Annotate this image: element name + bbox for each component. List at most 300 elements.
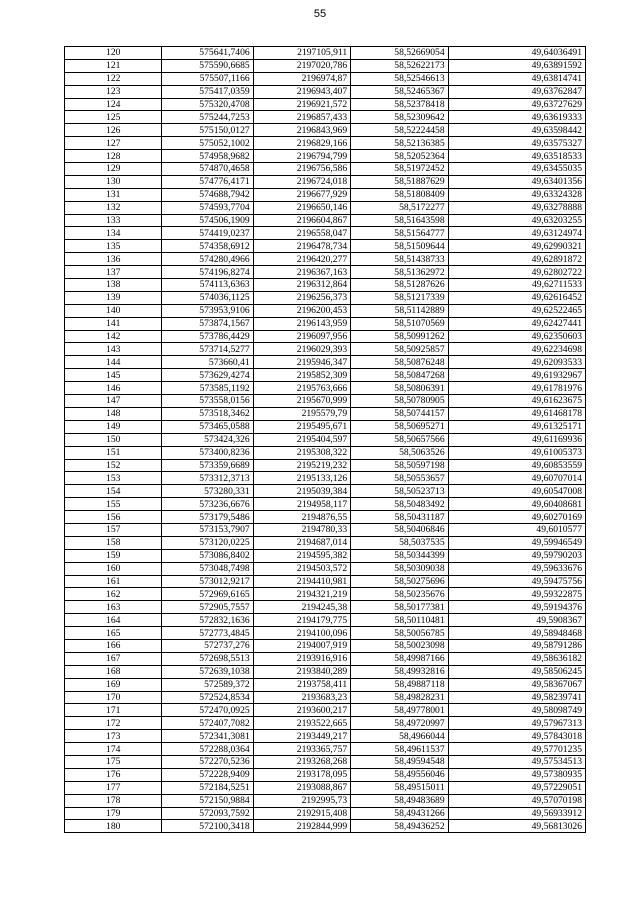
y-coordinate-cell: 2195670,999 (253, 395, 350, 408)
longitude-cell: 49,62990321 (448, 240, 585, 253)
latitude-cell: 58,51972452 (351, 163, 448, 176)
y-coordinate-cell: 2193758,411 (253, 678, 350, 691)
x-coordinate-cell: 575244,7253 (162, 111, 253, 124)
y-coordinate-cell: 2196143,959 (253, 317, 350, 330)
longitude-cell: 49,62427441 (448, 317, 585, 330)
latitude-cell: 58,50744157 (351, 407, 448, 420)
x-coordinate-cell: 573179,5486 (162, 511, 253, 524)
x-coordinate-cell: 574593,7704 (162, 201, 253, 214)
x-coordinate-cell: 575507,1166 (162, 72, 253, 85)
x-coordinate-cell: 573048,7498 (162, 562, 253, 575)
latitude-cell: 58,50406846 (351, 523, 448, 536)
table-row (65, 781, 586, 794)
point-number-cell: 167 (65, 652, 162, 665)
point-number-cell: 146 (65, 382, 162, 395)
latitude-cell: 58,51509644 (351, 240, 448, 253)
latitude-cell: 58,50523713 (351, 485, 448, 498)
point-number-cell: 148 (65, 407, 162, 420)
x-coordinate-cell: 573786,4429 (162, 330, 253, 343)
x-coordinate-cell: 572969,6165 (162, 588, 253, 601)
x-coordinate-cell: 572093,7592 (162, 807, 253, 820)
table-row (65, 601, 586, 614)
point-number-cell: 127 (65, 137, 162, 150)
point-number-cell: 169 (65, 678, 162, 691)
point-number-cell: 141 (65, 317, 162, 330)
x-coordinate-cell: 573120,0225 (162, 536, 253, 549)
x-coordinate-cell: 574196,8274 (162, 266, 253, 279)
latitude-cell: 58,5172277 (351, 201, 448, 214)
y-coordinate-cell: 2193600,217 (253, 704, 350, 717)
table-row (65, 279, 586, 292)
longitude-cell: 49,62616452 (448, 291, 585, 304)
latitude-cell: 58,50695271 (351, 420, 448, 433)
table-row (65, 304, 586, 317)
point-number-cell: 172 (65, 717, 162, 730)
y-coordinate-cell: 2196312,864 (253, 279, 350, 292)
longitude-cell: 49,60547008 (448, 485, 585, 498)
point-number-cell: 135 (65, 240, 162, 253)
y-coordinate-cell: 2195219,232 (253, 459, 350, 472)
y-coordinate-cell: 2194321,219 (253, 588, 350, 601)
table-row (65, 343, 586, 356)
latitude-cell: 58,5063526 (351, 446, 448, 459)
table-row (65, 575, 586, 588)
y-coordinate-cell: 2195852,309 (253, 369, 350, 382)
point-number-cell: 179 (65, 807, 162, 820)
point-number-cell: 170 (65, 691, 162, 704)
table-row (65, 266, 586, 279)
longitude-cell: 49,63455035 (448, 163, 585, 176)
x-coordinate-cell: 573953,9106 (162, 304, 253, 317)
y-coordinate-cell: 2195404,597 (253, 433, 350, 446)
longitude-cell: 49,58506245 (448, 665, 585, 678)
x-coordinate-cell: 573312,3713 (162, 472, 253, 485)
x-coordinate-cell: 572150,9884 (162, 794, 253, 807)
table-row (65, 317, 586, 330)
x-coordinate-cell: 574870,4658 (162, 163, 253, 176)
longitude-cell: 49,63575327 (448, 137, 585, 150)
x-coordinate-cell: 572228,9409 (162, 768, 253, 781)
point-number-cell: 160 (65, 562, 162, 575)
table-row (65, 743, 586, 756)
x-coordinate-cell: 572470,0925 (162, 704, 253, 717)
table-row (65, 188, 586, 201)
latitude-cell: 58,52465367 (351, 85, 448, 98)
y-coordinate-cell: 2194179,775 (253, 614, 350, 627)
point-number-cell: 156 (65, 511, 162, 524)
y-coordinate-cell: 2196974,87 (253, 72, 350, 85)
latitude-cell: 58,50309038 (351, 562, 448, 575)
longitude-cell: 49,63891592 (448, 59, 585, 72)
x-coordinate-cell: 574113,6363 (162, 279, 253, 292)
point-number-cell: 122 (65, 72, 162, 85)
table-row (65, 485, 586, 498)
longitude-cell: 49,60270169 (448, 511, 585, 524)
y-coordinate-cell: 2196650,146 (253, 201, 350, 214)
longitude-cell: 49,62891872 (448, 253, 585, 266)
y-coordinate-cell: 2195946,347 (253, 356, 350, 369)
x-coordinate-cell: 575150,0127 (162, 124, 253, 137)
latitude-cell: 58,50110481 (351, 614, 448, 627)
point-number-cell: 168 (65, 665, 162, 678)
point-number-cell: 130 (65, 175, 162, 188)
point-number-cell: 180 (65, 820, 162, 833)
point-number-cell: 154 (65, 485, 162, 498)
y-coordinate-cell: 2193365,757 (253, 743, 350, 756)
latitude-cell: 58,52546613 (351, 72, 448, 85)
longitude-cell: 49,64036491 (448, 47, 585, 60)
y-coordinate-cell: 2195763,666 (253, 382, 350, 395)
y-coordinate-cell: 2194100,096 (253, 627, 350, 640)
latitude-cell: 58,50483492 (351, 498, 448, 511)
x-coordinate-cell: 572639,1038 (162, 665, 253, 678)
point-number-cell: 165 (65, 627, 162, 640)
table-row (65, 85, 586, 98)
table-row (65, 124, 586, 137)
x-coordinate-cell: 573012,9217 (162, 575, 253, 588)
table-row (65, 498, 586, 511)
table-row (65, 536, 586, 549)
latitude-cell: 58,51643598 (351, 214, 448, 227)
longitude-cell: 49,58239741 (448, 691, 585, 704)
longitude-cell: 49,59322875 (448, 588, 585, 601)
latitude-cell: 58,49431266 (351, 807, 448, 820)
table-row (65, 369, 586, 382)
latitude-cell: 58,51808409 (351, 188, 448, 201)
x-coordinate-cell: 573400,8236 (162, 446, 253, 459)
point-number-cell: 151 (65, 446, 162, 459)
longitude-cell: 49,62711533 (448, 279, 585, 292)
table-row (65, 433, 586, 446)
latitude-cell: 58,49611537 (351, 743, 448, 756)
longitude-cell: 49,62350603 (448, 330, 585, 343)
y-coordinate-cell: 2194503,572 (253, 562, 350, 575)
table-row (65, 47, 586, 60)
x-coordinate-cell: 575320,4708 (162, 98, 253, 111)
point-number-cell: 142 (65, 330, 162, 343)
x-coordinate-cell: 573585,1192 (162, 382, 253, 395)
latitude-cell: 58,5037535 (351, 536, 448, 549)
y-coordinate-cell: 2194958,117 (253, 498, 350, 511)
y-coordinate-cell: 2192995,73 (253, 794, 350, 807)
x-coordinate-cell: 575590,6685 (162, 59, 253, 72)
y-coordinate-cell: 2193268,268 (253, 755, 350, 768)
point-number-cell: 132 (65, 201, 162, 214)
point-number-cell: 153 (65, 472, 162, 485)
table-row (65, 356, 586, 369)
longitude-cell: 49,57967313 (448, 717, 585, 730)
latitude-cell: 58,49556046 (351, 768, 448, 781)
latitude-cell: 58,50177381 (351, 601, 448, 614)
y-coordinate-cell: 2196943,407 (253, 85, 350, 98)
point-number-cell: 139 (65, 291, 162, 304)
latitude-cell: 58,52378418 (351, 98, 448, 111)
x-coordinate-cell: 572589,372 (162, 678, 253, 691)
table-row (65, 150, 586, 163)
table-row (65, 459, 586, 472)
latitude-cell: 58,50056785 (351, 627, 448, 640)
x-coordinate-cell: 572184,5251 (162, 781, 253, 794)
y-coordinate-cell: 2194780,33 (253, 523, 350, 536)
y-coordinate-cell: 2196256,373 (253, 291, 350, 304)
longitude-cell: 49,63324328 (448, 188, 585, 201)
longitude-cell: 49,63598442 (448, 124, 585, 137)
latitude-cell: 58,49932816 (351, 665, 448, 678)
table-row (65, 446, 586, 459)
y-coordinate-cell: 2193840,289 (253, 665, 350, 678)
table-row (65, 395, 586, 408)
y-coordinate-cell: 2193522,665 (253, 717, 350, 730)
table-row (65, 253, 586, 266)
longitude-cell: 49,57534513 (448, 755, 585, 768)
y-coordinate-cell: 2196478,734 (253, 240, 350, 253)
point-number-cell: 161 (65, 575, 162, 588)
y-coordinate-cell: 2197105,911 (253, 47, 350, 60)
longitude-cell: 49,63727629 (448, 98, 585, 111)
point-number-cell: 133 (65, 214, 162, 227)
point-number-cell: 140 (65, 304, 162, 317)
latitude-cell: 58,50597198 (351, 459, 448, 472)
table-row (65, 588, 586, 601)
longitude-cell: 49,63203255 (448, 214, 585, 227)
point-number-cell: 155 (65, 498, 162, 511)
latitude-cell: 58,50344399 (351, 549, 448, 562)
latitude-cell: 58,49594548 (351, 755, 448, 768)
x-coordinate-cell: 574958,9682 (162, 150, 253, 163)
y-coordinate-cell: 2196367,163 (253, 266, 350, 279)
latitude-cell: 58,50657566 (351, 433, 448, 446)
latitude-cell: 58,50991262 (351, 330, 448, 343)
x-coordinate-cell: 573424,326 (162, 433, 253, 446)
point-number-cell: 138 (65, 279, 162, 292)
y-coordinate-cell: 2192915,408 (253, 807, 350, 820)
latitude-cell: 58,52669054 (351, 47, 448, 60)
x-coordinate-cell: 572407,7082 (162, 717, 253, 730)
x-coordinate-cell: 574419,0237 (162, 227, 253, 240)
point-number-cell: 157 (65, 523, 162, 536)
x-coordinate-cell: 573629,4274 (162, 369, 253, 382)
x-coordinate-cell: 574506,1909 (162, 214, 253, 227)
longitude-cell: 49,63278888 (448, 201, 585, 214)
x-coordinate-cell: 573518,3462 (162, 407, 253, 420)
x-coordinate-cell: 574036,1125 (162, 291, 253, 304)
latitude-cell: 58,49483689 (351, 794, 448, 807)
point-number-cell: 163 (65, 601, 162, 614)
point-number-cell: 128 (65, 150, 162, 163)
table-row (65, 330, 586, 343)
y-coordinate-cell: 2196857,433 (253, 111, 350, 124)
latitude-cell: 58,52136385 (351, 137, 448, 150)
table-row (65, 794, 586, 807)
longitude-cell: 49,59946549 (448, 536, 585, 549)
table-row (65, 201, 586, 214)
latitude-cell: 58,49778001 (351, 704, 448, 717)
x-coordinate-cell: 572270,5236 (162, 755, 253, 768)
latitude-cell: 58,51070569 (351, 317, 448, 330)
latitude-cell: 58,51362972 (351, 266, 448, 279)
latitude-cell: 58,49720997 (351, 717, 448, 730)
longitude-cell: 49,60408681 (448, 498, 585, 511)
latitude-cell: 58,50876248 (351, 356, 448, 369)
x-coordinate-cell: 572905,7557 (162, 601, 253, 614)
point-number-cell: 166 (65, 639, 162, 652)
y-coordinate-cell: 2195495,671 (253, 420, 350, 433)
x-coordinate-cell: 573660,41 (162, 356, 253, 369)
table-row (65, 614, 586, 627)
y-coordinate-cell: 2195133,126 (253, 472, 350, 485)
x-coordinate-cell: 573714,5277 (162, 343, 253, 356)
table-row (65, 163, 586, 176)
longitude-cell: 49,62093533 (448, 356, 585, 369)
point-number-cell: 178 (65, 794, 162, 807)
x-coordinate-cell: 574280,4966 (162, 253, 253, 266)
y-coordinate-cell: 2196677,929 (253, 188, 350, 201)
longitude-cell: 49,57701235 (448, 743, 585, 756)
x-coordinate-cell: 573558,0156 (162, 395, 253, 408)
x-coordinate-cell: 572100,3418 (162, 820, 253, 833)
y-coordinate-cell: 2197020,786 (253, 59, 350, 72)
y-coordinate-cell: 2196200,453 (253, 304, 350, 317)
point-number-cell: 144 (65, 356, 162, 369)
x-coordinate-cell: 573086,8402 (162, 549, 253, 562)
y-coordinate-cell: 2196921,572 (253, 98, 350, 111)
x-coordinate-cell: 573359,6689 (162, 459, 253, 472)
point-number-cell: 137 (65, 266, 162, 279)
latitude-cell: 58,50806391 (351, 382, 448, 395)
y-coordinate-cell: 2194595,382 (253, 549, 350, 562)
y-coordinate-cell: 2196756,586 (253, 163, 350, 176)
y-coordinate-cell: 2193916,916 (253, 652, 350, 665)
point-number-cell: 173 (65, 730, 162, 743)
x-coordinate-cell: 572524,8534 (162, 691, 253, 704)
y-coordinate-cell: 2196724,018 (253, 175, 350, 188)
longitude-cell: 49,61932967 (448, 369, 585, 382)
y-coordinate-cell: 2193088,867 (253, 781, 350, 794)
latitude-cell: 58,50780905 (351, 395, 448, 408)
latitude-cell: 58,51217339 (351, 291, 448, 304)
y-coordinate-cell: 2193449,217 (253, 730, 350, 743)
longitude-cell: 49,63619333 (448, 111, 585, 124)
point-number-cell: 131 (65, 188, 162, 201)
y-coordinate-cell: 2194410,981 (253, 575, 350, 588)
longitude-cell: 49,59194376 (448, 601, 585, 614)
longitude-cell: 49,6010577 (448, 523, 585, 536)
longitude-cell: 49,60707014 (448, 472, 585, 485)
point-number-cell: 143 (65, 343, 162, 356)
longitude-cell: 49,57380935 (448, 768, 585, 781)
table-row (65, 227, 586, 240)
latitude-cell: 58,52309642 (351, 111, 448, 124)
x-coordinate-cell: 574358,6912 (162, 240, 253, 253)
table-row (65, 665, 586, 678)
table-row (65, 98, 586, 111)
latitude-cell: 58,49515011 (351, 781, 448, 794)
x-coordinate-cell: 574776,4171 (162, 175, 253, 188)
table-row (65, 523, 586, 536)
longitude-cell: 49,63762847 (448, 85, 585, 98)
latitude-cell: 58,52224458 (351, 124, 448, 137)
point-number-cell: 123 (65, 85, 162, 98)
table-row (65, 291, 586, 304)
point-number-cell: 174 (65, 743, 162, 756)
longitude-cell: 49,57070198 (448, 794, 585, 807)
longitude-cell: 49,61781976 (448, 382, 585, 395)
latitude-cell: 58,49987166 (351, 652, 448, 665)
latitude-cell: 58,50235676 (351, 588, 448, 601)
table-row (65, 768, 586, 781)
y-coordinate-cell: 2196794,799 (253, 150, 350, 163)
table-row (65, 240, 586, 253)
x-coordinate-cell: 573153,7907 (162, 523, 253, 536)
longitude-cell: 49,59790203 (448, 549, 585, 562)
point-number-cell: 120 (65, 47, 162, 60)
coordinates-table (64, 46, 586, 833)
page-number: 55 (313, 8, 327, 20)
point-number-cell: 177 (65, 781, 162, 794)
x-coordinate-cell: 573280,331 (162, 485, 253, 498)
latitude-cell: 58,51287626 (351, 279, 448, 292)
latitude-cell: 58,51438733 (351, 253, 448, 266)
longitude-cell: 49,56933912 (448, 807, 585, 820)
x-coordinate-cell: 573236,6676 (162, 498, 253, 511)
latitude-cell: 58,50847268 (351, 369, 448, 382)
longitude-cell: 49,56813026 (448, 820, 585, 833)
longitude-cell: 49,58636182 (448, 652, 585, 665)
table-row (65, 214, 586, 227)
table-row (65, 420, 586, 433)
point-number-cell: 175 (65, 755, 162, 768)
y-coordinate-cell: 2194876,55 (253, 511, 350, 524)
point-number-cell: 124 (65, 98, 162, 111)
table-row (65, 755, 586, 768)
latitude-cell: 58,50023098 (351, 639, 448, 652)
table-row (65, 717, 586, 730)
point-number-cell: 158 (65, 536, 162, 549)
table-row (65, 59, 586, 72)
latitude-cell: 58,49887118 (351, 678, 448, 691)
x-coordinate-cell: 575641,7406 (162, 47, 253, 60)
latitude-cell: 58,52052364 (351, 150, 448, 163)
longitude-cell: 49,58948468 (448, 627, 585, 640)
latitude-cell: 58,50431187 (351, 511, 448, 524)
point-number-cell: 159 (65, 549, 162, 562)
y-coordinate-cell: 2196843,969 (253, 124, 350, 137)
longitude-cell: 49,61623675 (448, 395, 585, 408)
table-row (65, 511, 586, 524)
point-number-cell: 176 (65, 768, 162, 781)
y-coordinate-cell: 2194007,919 (253, 639, 350, 652)
x-coordinate-cell: 575417,0359 (162, 85, 253, 98)
y-coordinate-cell: 2192844,999 (253, 820, 350, 833)
longitude-cell: 49,61169936 (448, 433, 585, 446)
table-row (65, 562, 586, 575)
point-number-cell: 125 (65, 111, 162, 124)
x-coordinate-cell: 573465,0588 (162, 420, 253, 433)
longitude-cell: 49,58367067 (448, 678, 585, 691)
longitude-cell: 49,63401356 (448, 175, 585, 188)
y-coordinate-cell: 2196029,393 (253, 343, 350, 356)
point-number-cell: 126 (65, 124, 162, 137)
table-row (65, 382, 586, 395)
x-coordinate-cell: 572341,3081 (162, 730, 253, 743)
table-row (65, 704, 586, 717)
y-coordinate-cell: 2196097,956 (253, 330, 350, 343)
point-number-cell: 152 (65, 459, 162, 472)
table-row (65, 820, 586, 833)
point-number-cell: 129 (65, 163, 162, 176)
y-coordinate-cell: 2196558,047 (253, 227, 350, 240)
latitude-cell: 58,52622173 (351, 59, 448, 72)
